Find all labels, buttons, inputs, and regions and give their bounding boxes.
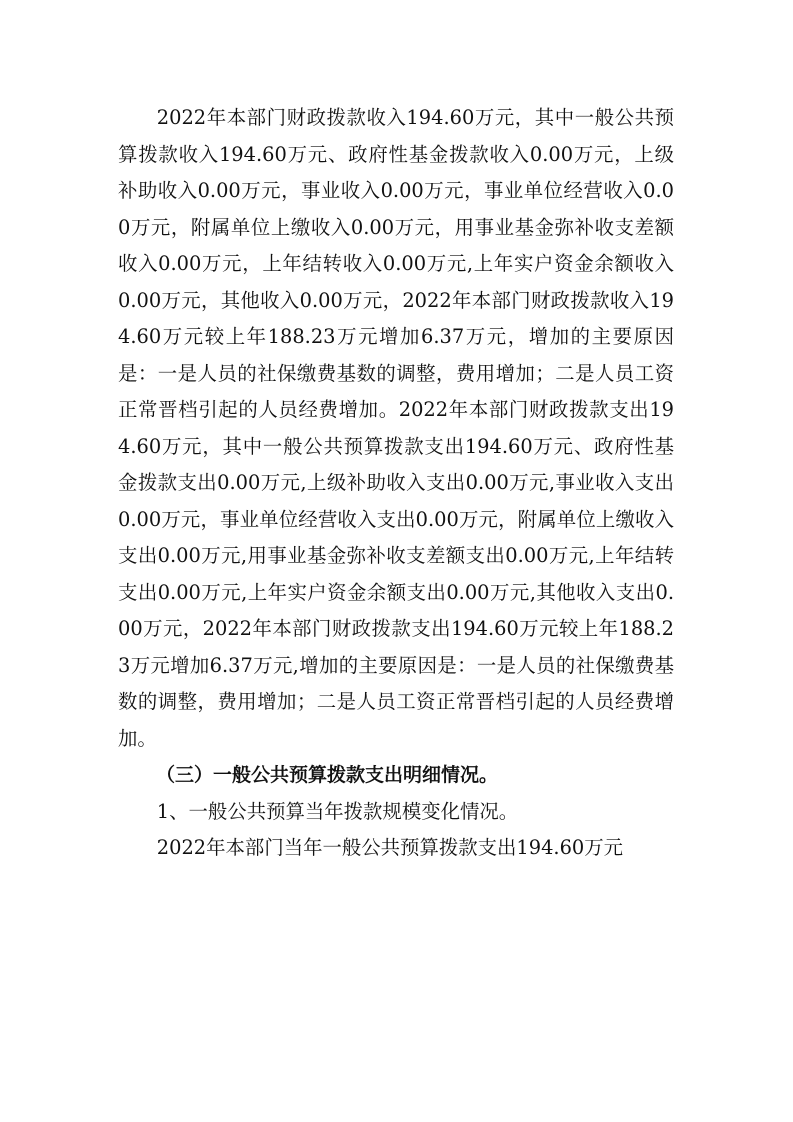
document-body [118,100,674,867]
subsection-heading: 1、一般公共预算当年拨款规模变化情况。 [156,799,519,823]
paragraph-current-year-expenditure: 2022年本部门当年一般公共预算拨款支出194.60万元 [156,836,624,859]
section-heading: （三）一般公共预算拨款支出明细情况。 [156,764,499,786]
paragraph-fiscal-revenue-expenditure: 2022年本部门财政拨款收入194.60万元，其中一般公共预算拨款收入194.60万元、政府性基金拨款收入0.00万元，上级补助收入0.00万元，事业收入0.00万元，事业单位经营收入0.00万元，附属单位上缴收入0.00万元，用事业基金弥补收支差额收入0.00万元，上年结转收入0.00万元,上年实户资金余额收入0.00万元，其他收入0.00万元，2022年本部门财政拨款收入194.60万元较上年188.23万元增加6.37万元，增加的主要原因是：一是人员的社保缴费基数的调整，费用增加；二是人员工资正常晋档引起的人员经费增加。2022年本部门财政拨款支出194.60万元，其中一般公共预算拨款支出194.60万元、政府性基金拨款支出0.00万元,上级补助收入支出0.00万元,事业收入支出0.00万元，事业单位经营收入支出0.00万元，附属单位上缴收入支出0.00万元,用事业基金弥补收支差额支出0.00万元,上年结转支出0.00万元,上年实户资金余额支出0.00万元,其他收入支出0.00万元，2022年本部门财政拨款支出194.60万元较上年188.23万元增加6.37万元,增加的主要原因是：一是人员的社保缴费基数的调整，费用增加；二是人员工资正常晋档引起的人员经费增加。 [118,106,674,750]
